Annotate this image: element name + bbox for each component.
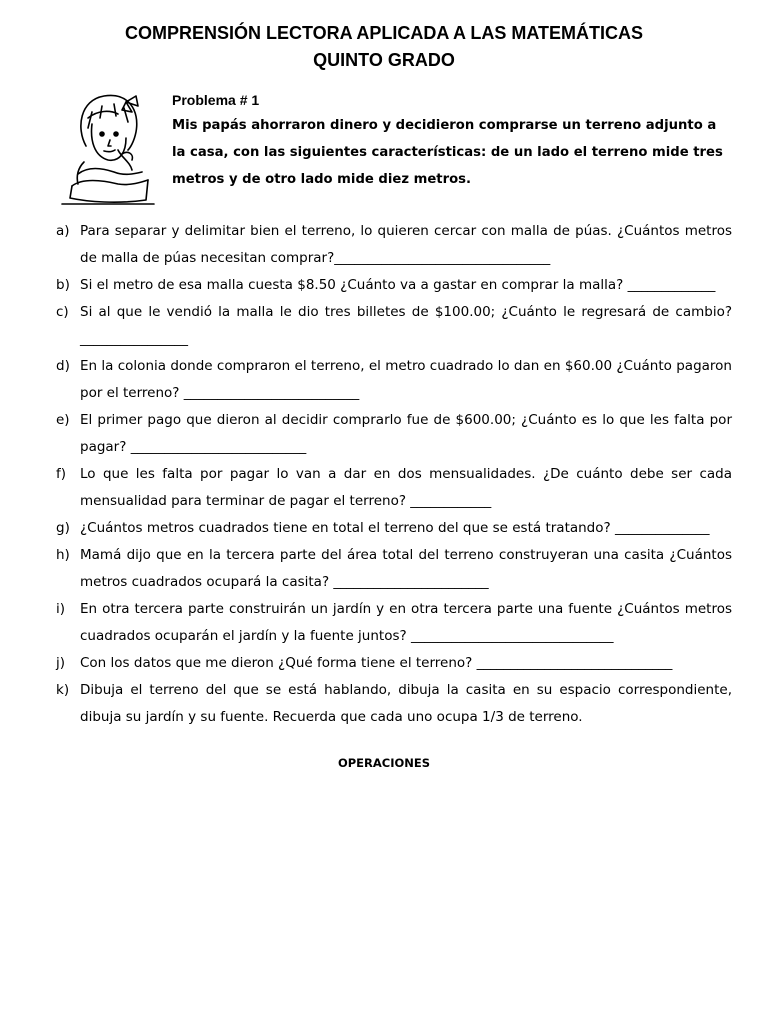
question-text: Mamá dijo que en la tercera parte del área total del terreno construyeran una casita ¿Cuántos metros cuadrados ocupará la casita? _______________________ (80, 547, 732, 590)
page-title: COMPRENSIÓN LECTORA APLICADA A LAS MATEMÁTICAS (125, 23, 643, 43)
question-text: En otra tercera parte construirán un jardín y en otra tercera parte una fuente ¿Cuántos metros cuadrados ocuparán el jardín y la fuente juntos? ______________________________ (80, 601, 732, 644)
page-subtitle: QUINTO GRADO (313, 50, 455, 70)
question-text: Lo que les falta por pagar lo van a dar en dos mensualidades. ¿De cuánto debe ser cada mensualidad para terminar de pagar el terreno? ____________ (80, 466, 732, 509)
question-list (56, 218, 732, 731)
question-letter: a) (56, 223, 70, 239)
question-item (56, 218, 732, 272)
problem-statement: Mis papás ahorraron dinero y decidieron comprarse un terreno adjunto a la casa, con las siguientes características: de un lado el terreno mide tres metros y de otro lado mide diez metros. (172, 118, 723, 187)
question-text: Si el metro de esa malla cuesta $8.50 ¿Cuánto va a gastar en comprar la malla? _____________ (80, 277, 716, 293)
question-letter: e) (56, 412, 70, 428)
question-letter: k) (56, 682, 70, 698)
question-text: Para separar y delimitar bien el terreno, lo quieren cercar con malla de púas. ¿Cuántos metros de malla de púas necesitan comprar?________________________________ (80, 223, 732, 266)
operations-label: OPERACIONES (337, 756, 431, 770)
question-item (56, 542, 732, 596)
question-text: El primer pago que dieron al decidir comprarlo fue de $600.00; ¿Cuánto es lo que les falta por pagar? __________________________ (80, 412, 732, 455)
question-letter: i) (56, 601, 66, 617)
girl-thinking-icon (58, 88, 158, 208)
question-item (56, 677, 732, 731)
question-letter: h) (56, 547, 70, 563)
question-item (56, 515, 732, 542)
question-text: Dibuja el terreno del que se está hablando, dibuja la casita en su espacio correspondiente, dibuja su jardín y su fuente. Recuerda que cada uno ocupa 1/3 de terreno. (80, 682, 732, 725)
question-item (56, 272, 732, 299)
problem-title: Problema # 1 (172, 92, 260, 108)
question-text: Si al que le vendió la malla le dio tres billetes de $100.00; ¿Cuánto le regresará de cambio?________________ (80, 304, 732, 347)
question-text: Con los datos que me dieron ¿Qué forma tiene el terreno? _____________________________ (80, 655, 673, 671)
question-letter: f) (56, 466, 67, 482)
question-letter: j) (56, 655, 66, 671)
question-item (56, 353, 732, 407)
question-letter: b) (56, 277, 70, 293)
question-text: En la colonia donde compraron el terreno, el metro cuadrado lo dan en $60.00 ¿Cuánto pagaron por el terreno? __________________________ (80, 358, 732, 401)
question-text: ¿Cuántos metros cuadrados tiene en total el terreno del que se está tratando? ______________ (80, 520, 710, 536)
question-letter: g) (56, 520, 70, 536)
question-item (56, 407, 732, 461)
question-item (56, 299, 732, 353)
question-item (56, 461, 732, 515)
question-item (56, 650, 732, 677)
question-item (56, 596, 732, 650)
question-letter: d) (56, 358, 70, 374)
question-letter: c) (56, 304, 69, 320)
